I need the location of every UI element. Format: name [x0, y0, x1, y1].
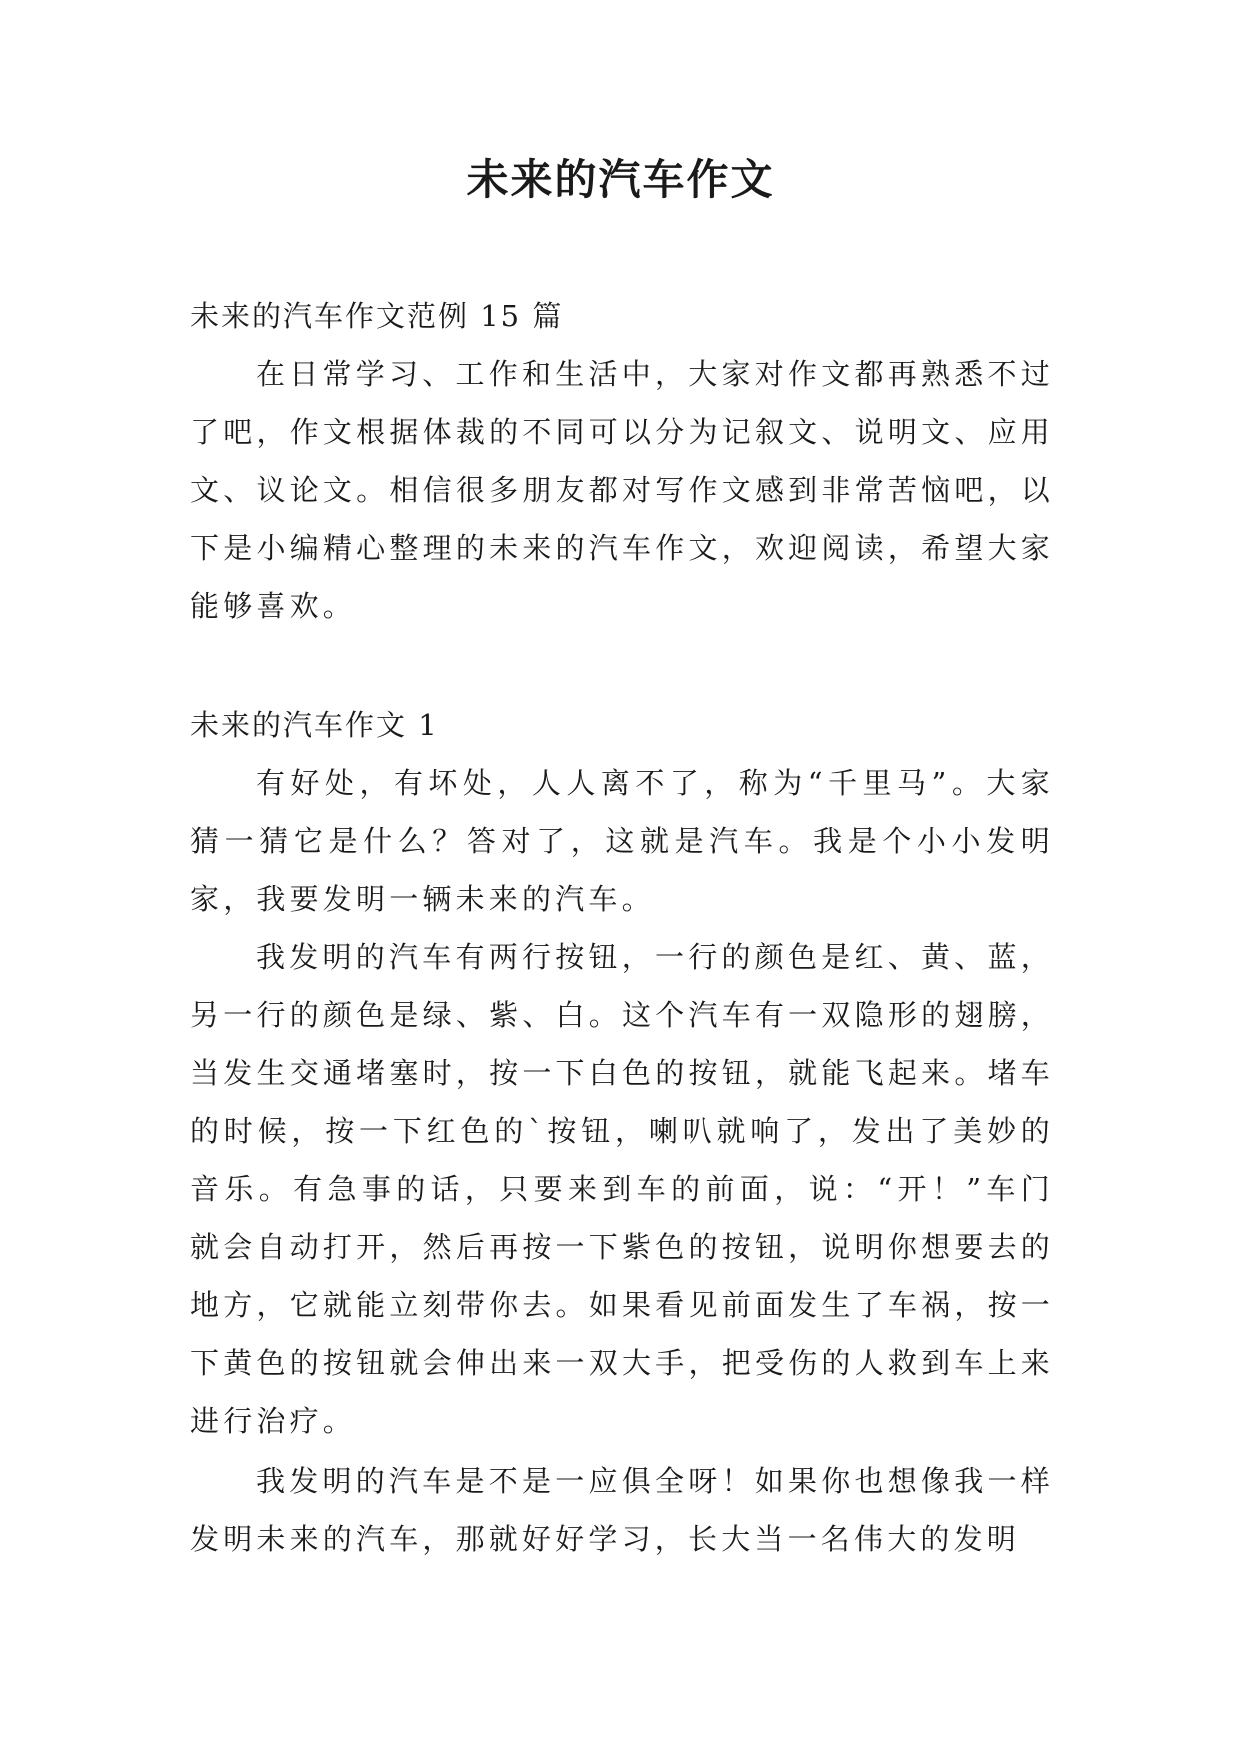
- document-title: 未来的汽车作文: [466, 155, 775, 204]
- intro-paragraph: 在日常学习、工作和生活中，大家对作文都再熟悉不过了吧，作文根据体裁的不同可以分为记叙文、说明文、应用文、议论文。相信很多朋友都对写作文感到非常苦恼吧，以下是小编精心整理的未来的汽车作文，欢迎阅读，希望大家能够喜欢。: [190, 357, 1054, 623]
- collection-subtitle: 未来的汽车作文范例 15 篇: [190, 299, 564, 333]
- essay-paragraph: 我发明的汽车是不是一应俱全呀！如果你也想像我一样发明未来的汽车，那就好好学习，长大当一名伟大的发明: [190, 1464, 1054, 1556]
- essay-paragraph: 我发明的汽车有两行按钮，一行的颜色是红、黄、蓝，另一行的颜色是绿、紫、白。这个汽车有一双隐形的翅膀，当发生交通堵塞时，按一下白色的按钮，就能飞起来。堵车的时候，按一下红色的`按钮，喇叭就响了，发出了美妙的音乐。有急事的话，只要来到车的前面，说：“开！”车门就会自动打开，然后再按一下紫色的按钮，说明你想要去的地方，它就能立刻带你去。如果看见前面发生了车祸，按一下黄色的按钮就会伸出来一双大手，把受伤的人救到车上来进行治疗。: [190, 940, 1054, 1438]
- essay-paragraph: 有好处，有坏处，人人离不了，称为“千里马”。大家猜一猜它是什么？答对了，这就是汽车。我是个小小发明家，我要发明一辆未来的汽车。: [190, 766, 1054, 916]
- essay-heading: 未来的汽车作文 1: [190, 708, 439, 742]
